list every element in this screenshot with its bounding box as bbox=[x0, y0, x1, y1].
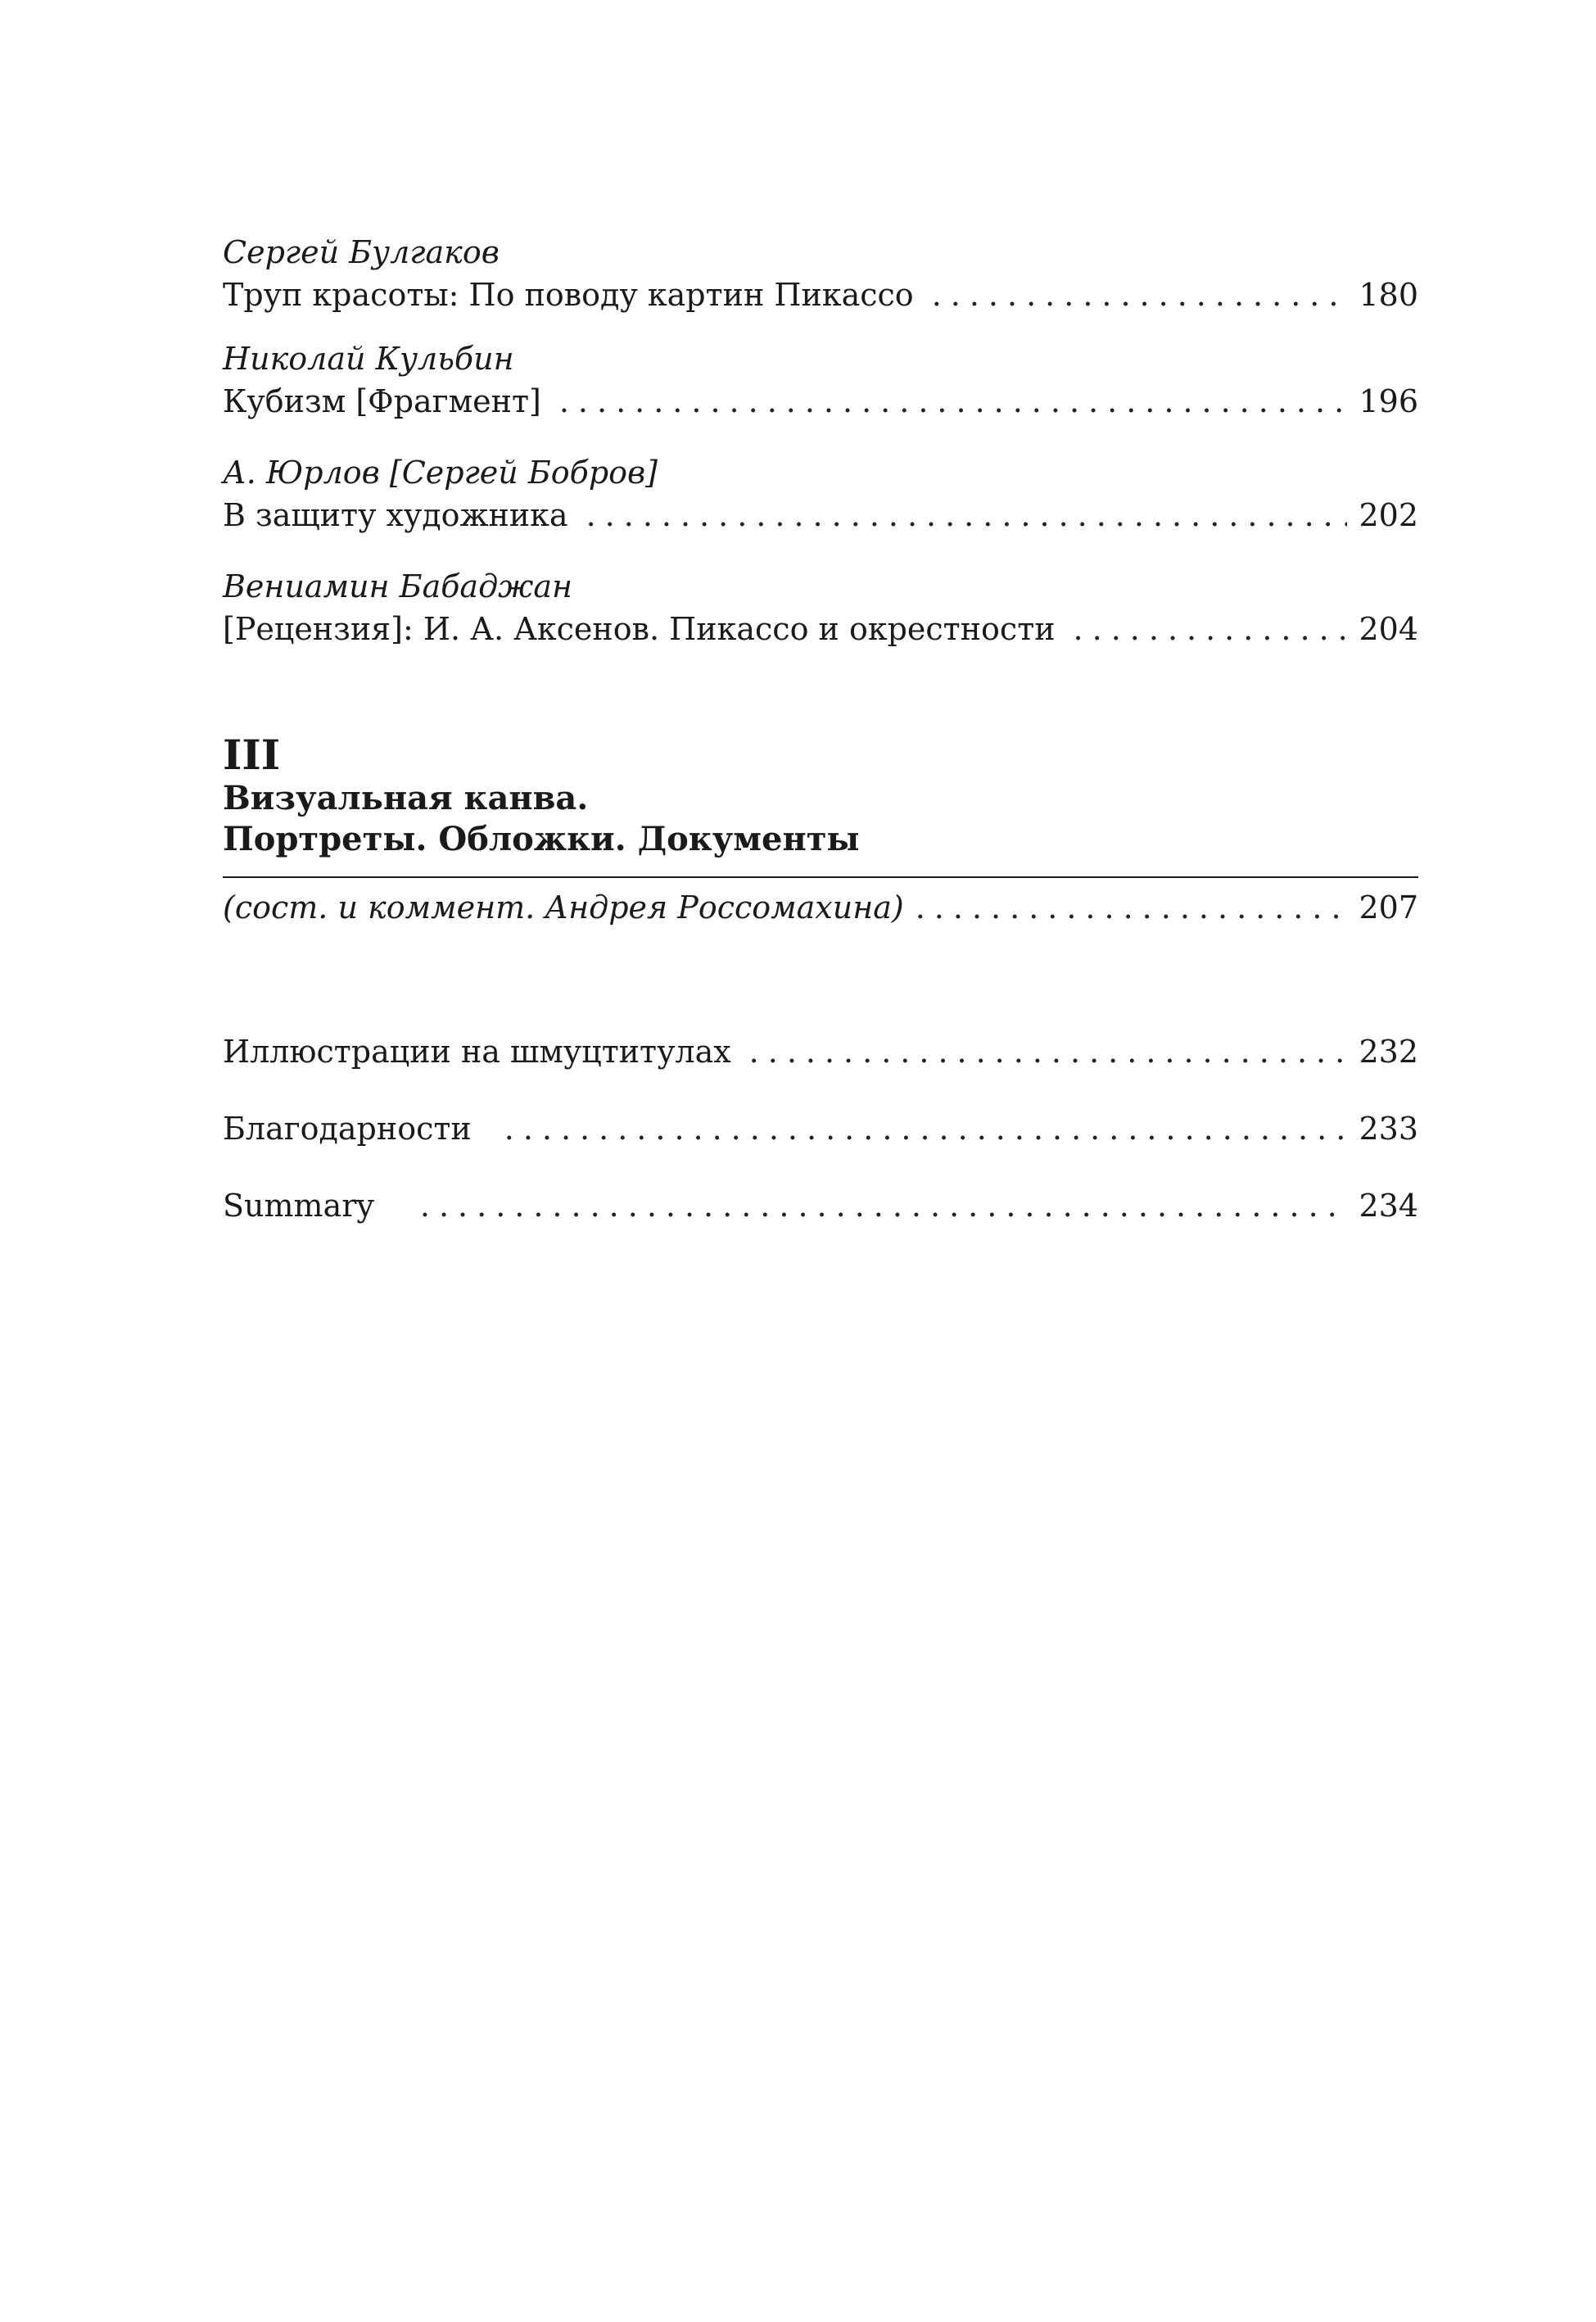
entry-title: Благодарности bbox=[223, 1111, 472, 1147]
entry-page-number: 202 bbox=[1359, 497, 1418, 533]
entry-line[interactable] bbox=[223, 1107, 1418, 1150]
entry-line[interactable] bbox=[223, 886, 1418, 929]
toc-entry bbox=[223, 451, 1418, 536]
entry-line[interactable] bbox=[223, 380, 1418, 423]
entry-page-number: 207 bbox=[1359, 889, 1418, 926]
leader-dots bbox=[749, 1030, 1348, 1073]
entry-page-number: 180 bbox=[1359, 277, 1418, 313]
entry-title: В защиту художника bbox=[223, 497, 568, 533]
toc-entry bbox=[223, 1030, 1418, 1073]
toc-entry bbox=[223, 231, 1418, 316]
section-numeral: III bbox=[223, 731, 281, 779]
toc-page bbox=[223, 0, 1418, 2322]
entry-line[interactable] bbox=[223, 1030, 1418, 1073]
entry-title: [Рецензия]: И. А. Аксенов. Пикассо и окрестности bbox=[223, 611, 1056, 647]
entry-author: Николай Кульбин bbox=[223, 341, 514, 377]
entry-page-number: 233 bbox=[1359, 1111, 1418, 1147]
leader-dots bbox=[420, 1184, 1348, 1227]
entry-title: Труп красоты: По поводу картин Пикассо bbox=[223, 277, 914, 313]
leader-dots bbox=[504, 1107, 1348, 1150]
leader-dots bbox=[1074, 608, 1348, 650]
entry-page-number: 232 bbox=[1359, 1034, 1418, 1070]
toc-entry bbox=[223, 337, 1418, 423]
leader-dots bbox=[559, 380, 1348, 423]
leader-dots bbox=[916, 886, 1348, 929]
section-heading bbox=[223, 732, 1418, 860]
entry-line[interactable] bbox=[223, 494, 1418, 536]
entry-line[interactable] bbox=[223, 274, 1418, 316]
entry-author: А. Юрлов [Сергей Бобров] bbox=[223, 455, 658, 491]
toc-entry bbox=[223, 1184, 1418, 1227]
section-note: (сост. и коммент. Андрея Россомахина) bbox=[223, 889, 904, 926]
section-divider bbox=[223, 876, 1418, 878]
toc-entry bbox=[223, 1107, 1418, 1150]
entry-title: Иллюстрации на шмуцтитулах bbox=[223, 1034, 731, 1070]
toc-entry bbox=[223, 886, 1418, 929]
entry-title: Кубизм [Фрагмент] bbox=[223, 383, 541, 419]
section-title-line-1: Визуальная канва. bbox=[223, 779, 589, 817]
entry-page-number: 196 bbox=[1359, 383, 1418, 419]
toc-entry bbox=[223, 565, 1418, 650]
entry-author: Сергей Булгаков bbox=[223, 234, 500, 270]
entry-author: Вениамин Бабаджан bbox=[223, 568, 573, 604]
entry-title: Summary bbox=[223, 1188, 374, 1224]
leader-dots bbox=[586, 494, 1348, 536]
entry-page-number: 204 bbox=[1359, 611, 1418, 647]
entry-page-number: 234 bbox=[1359, 1188, 1418, 1224]
section-title-line-2: Портреты. Обложки. Документы bbox=[223, 820, 860, 858]
entry-line[interactable] bbox=[223, 1184, 1418, 1227]
leader-dots bbox=[932, 274, 1348, 316]
entry-line[interactable] bbox=[223, 608, 1418, 650]
